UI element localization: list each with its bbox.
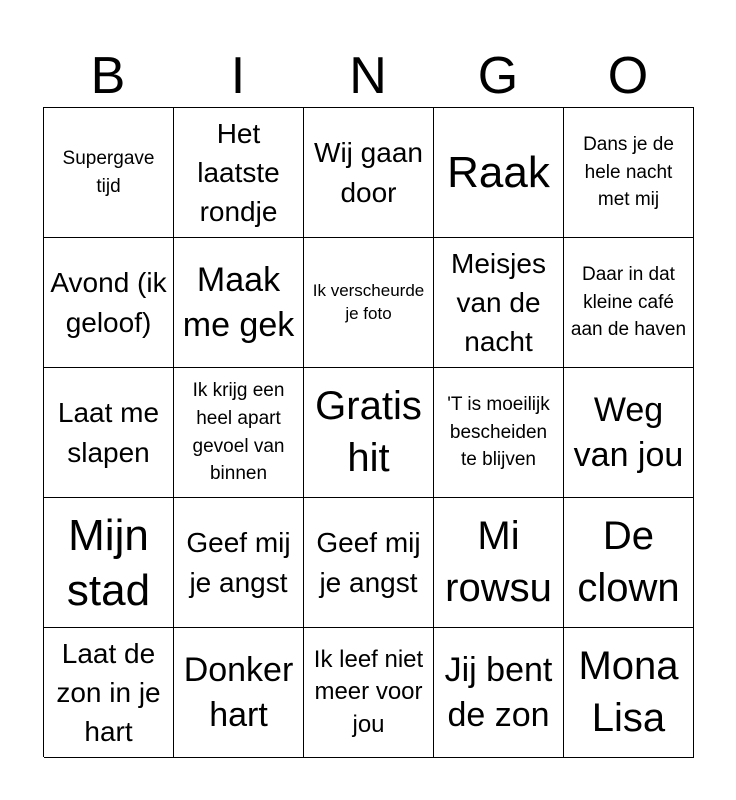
bingo-cell[interactable] bbox=[174, 498, 304, 628]
cell-text: Daar in dat kleine café aan de haven bbox=[570, 264, 687, 341]
bingo-cell[interactable] bbox=[304, 498, 434, 628]
cell-text: Laat de zon in je hart bbox=[56, 637, 161, 748]
header-letter-g: G bbox=[477, 47, 519, 105]
header-letter-n: N bbox=[349, 47, 387, 105]
cell-text: Laat me slapen bbox=[57, 397, 160, 468]
bingo-cell[interactable] bbox=[564, 238, 694, 368]
cell-text: Ik leef niet meer voor jou bbox=[313, 645, 424, 738]
bingo-cell[interactable] bbox=[564, 368, 694, 498]
bingo-cell[interactable] bbox=[304, 628, 434, 758]
cell-text: Raak bbox=[447, 148, 550, 197]
bingo-cell[interactable] bbox=[44, 368, 174, 498]
bingo-cell[interactable] bbox=[564, 498, 694, 628]
cell-text: Avond (ik geloof) bbox=[50, 267, 167, 338]
cell-text: Maak me gek bbox=[182, 261, 295, 344]
bingo-cell[interactable] bbox=[434, 108, 564, 238]
bingo-cell[interactable] bbox=[434, 238, 564, 368]
cell-text: Jij bent de zon bbox=[444, 651, 553, 734]
cell-text: Supergave tijd bbox=[62, 147, 155, 197]
cell-text: Mona Lisa bbox=[578, 644, 679, 740]
bingo-cell[interactable] bbox=[564, 108, 694, 238]
bingo-cell[interactable] bbox=[44, 628, 174, 758]
cell-text: Donker hart bbox=[183, 651, 294, 734]
cell-text: Dans je de hele nacht met mij bbox=[583, 134, 674, 211]
bingo-cell[interactable] bbox=[304, 238, 434, 368]
cell-text: Mijn stad bbox=[66, 510, 151, 615]
cell-text: Ik verscheurde je foto bbox=[312, 280, 425, 323]
bingo-cell[interactable] bbox=[174, 108, 304, 238]
bingo-cell[interactable] bbox=[304, 108, 434, 238]
cell-text: Het laatste rondje bbox=[197, 117, 280, 228]
bingo-cell[interactable] bbox=[434, 628, 564, 758]
cell-text: Geef mij je angst bbox=[316, 527, 421, 598]
bingo-cell[interactable] bbox=[44, 108, 174, 238]
bingo-cell[interactable] bbox=[174, 628, 304, 758]
cell-text: Mi rowsu bbox=[445, 514, 552, 610]
bingo-cell[interactable] bbox=[434, 368, 564, 498]
cell-text: Ik krijg een heel apart gevoel van binnen bbox=[192, 380, 285, 485]
bingo-header bbox=[43, 44, 693, 108]
bingo-cell[interactable] bbox=[174, 368, 304, 498]
header-letter-o: O bbox=[607, 47, 649, 105]
bingo-cell[interactable] bbox=[564, 628, 694, 758]
bingo-cell[interactable] bbox=[174, 238, 304, 368]
cell-text: Gratis hit bbox=[315, 384, 422, 480]
header-letter-b: B bbox=[90, 47, 126, 105]
bingo-cell[interactable] bbox=[44, 498, 174, 628]
bingo-board bbox=[43, 107, 694, 757]
cell-text: De clown bbox=[577, 514, 680, 610]
bingo-cell[interactable] bbox=[434, 498, 564, 628]
cell-text: Wij gaan door bbox=[314, 137, 423, 208]
cell-text: Weg van jou bbox=[573, 391, 684, 474]
bingo-cell[interactable] bbox=[304, 368, 434, 498]
header-letter-i: I bbox=[230, 47, 246, 105]
bingo-cell[interactable] bbox=[44, 238, 174, 368]
cell-text: Meisjes van de nacht bbox=[451, 247, 546, 358]
cell-text: 'T is moeilijk bescheiden te blijven bbox=[447, 394, 550, 471]
cell-text: Geef mij je angst bbox=[186, 527, 291, 598]
